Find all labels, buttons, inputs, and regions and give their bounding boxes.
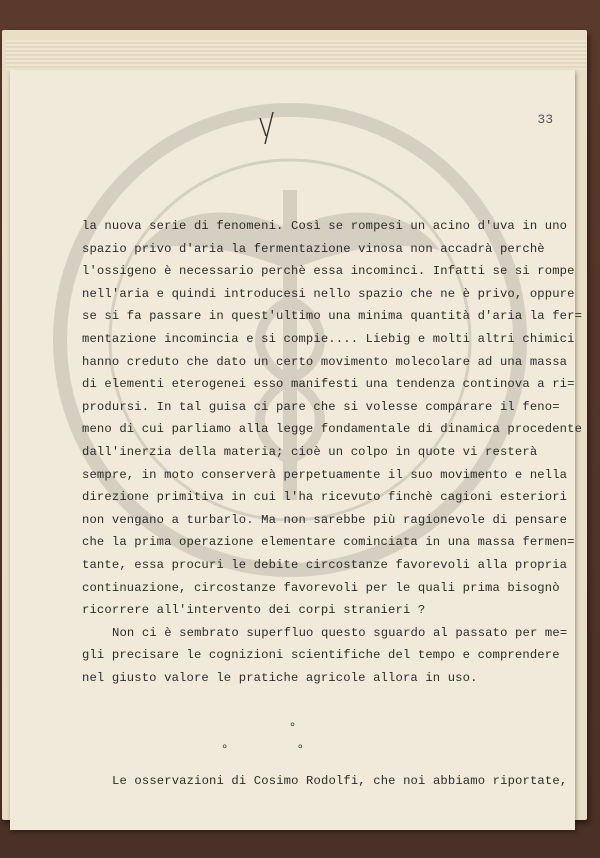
section-separator-bottom: ° °	[220, 742, 335, 757]
text-line: se si fa passare in quest'ultimo una minima quantità d'aria la fer=	[82, 309, 583, 324]
text-line: la nuova serie di fenomeni. Così se rompesi un acino d'uva in uno	[82, 219, 568, 233]
text-line: sempre, in moto conserverà perpetuamente il suo movimento e nella	[82, 467, 568, 482]
text-line: Le osservazioni di Cosimo Rodolfi, che noi abbiamo riportate,	[112, 774, 568, 788]
document-page	[10, 70, 583, 830]
text-line: non vengano a turbarlo. Ma non sarebbe più ragionevole di pensare	[82, 512, 568, 527]
text-line: tante, essa procuri le debite circostanze favorevoli alla propria	[82, 557, 568, 572]
body-text	[82, 215, 583, 689]
handwritten-slash-icon	[255, 110, 285, 146]
text-line: dall'inerzia della materia; cioè un colpo in quote vi resterà	[82, 444, 538, 459]
text-line: hanno creduto che dato un certo movimento molecolare ad una massa	[82, 354, 568, 369]
handwritten-mark	[255, 110, 285, 151]
section-separator-top: °	[288, 720, 297, 735]
text-line: Non ci è sembrato superfluo questo sguardo al passato per me=	[112, 625, 568, 640]
text-line: nell'aria e quindi introducesi nello spazio che ne è privo, oppure	[82, 286, 575, 301]
text-line: nel giusto valore le pratiche agricole allora in uso.	[82, 670, 478, 685]
paper-stack-edge	[6, 40, 586, 70]
text-line: meno di cui parliamo alla legge fondamentale di dinamica procedente	[82, 422, 583, 437]
text-line: ricorrere all'intervento dei corpi stranieri ?	[82, 603, 426, 618]
text-line: spazio privo d'aria la fermentazione vinosa non accadrà perchè	[82, 241, 545, 256]
text-line: di elementi eterogenei esso manifesti una tendenza continova a ri=	[82, 377, 575, 392]
text-line: mentazione incomincia e si compie.... Liebig e molti altri chimici	[82, 331, 575, 346]
page-number: 33	[537, 112, 553, 127]
text-line: l'ossigeno è necessario perchè essa incominci. Infatti se si rompe	[82, 264, 575, 279]
final-text	[82, 770, 568, 793]
text-line: direzione primitiva in cui l'ha ricevuto finchè cagioni esteriori	[82, 490, 568, 505]
text-line: continuazione, circostanze favorevoli per le quali prima bisognò	[82, 580, 560, 595]
text-line: prodursi. In tal guisa ci pare che si volesse comparare il feno=	[82, 399, 560, 414]
text-line: che la prima operazione elementare cominciata in una massa fermen=	[82, 535, 575, 550]
text-line: gli precisare le cognizioni scientifiche del tempo e comprendere	[82, 648, 560, 663]
